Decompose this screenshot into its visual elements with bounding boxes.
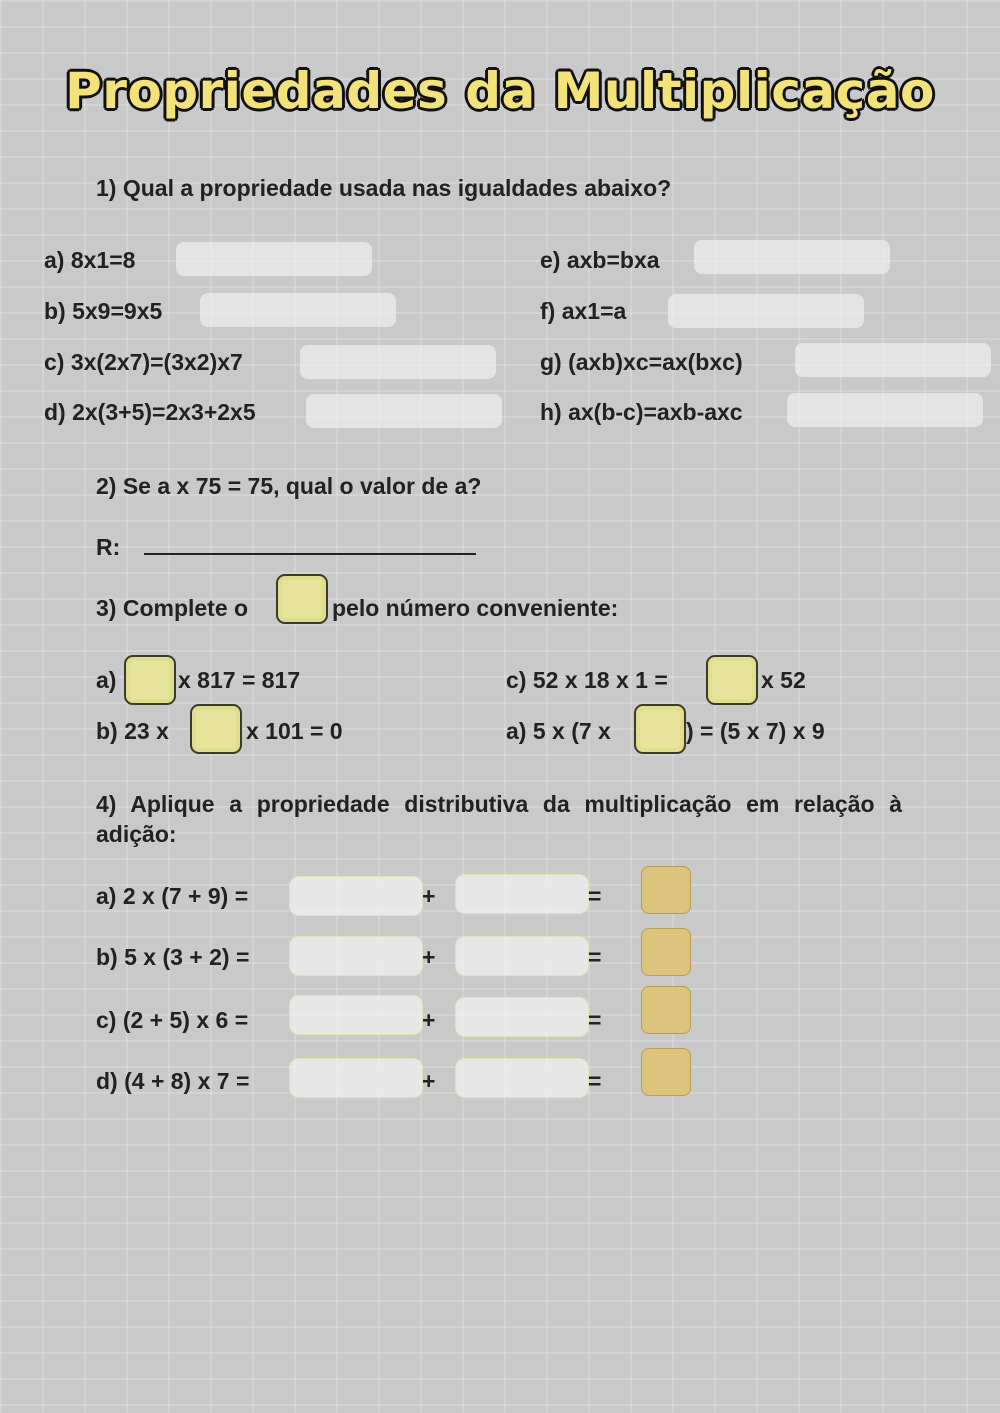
page-title: Propriedades da Multiplicação bbox=[65, 62, 935, 120]
q4-item-d-label: d) (4 + 8) x 7 = bbox=[96, 1068, 250, 1094]
q1-item-f-label: f) ax1=a bbox=[540, 298, 627, 324]
q4-item-d-input-2[interactable] bbox=[455, 1058, 589, 1098]
q4-item-b-input-2[interactable] bbox=[455, 936, 589, 976]
q3-item-d-box[interactable] bbox=[634, 704, 686, 754]
q4-item-a-label: a) 2 x (7 + 9) = bbox=[96, 883, 249, 909]
q4-item-c-result[interactable] bbox=[641, 986, 691, 1034]
q3-heading-end: pelo número conveniente: bbox=[332, 595, 619, 621]
q1-item-c-label: c) 3x(2x7)=(3x2)x7 bbox=[44, 349, 243, 375]
q4-item-b-result[interactable] bbox=[641, 928, 691, 976]
q2-answer-line[interactable] bbox=[144, 553, 476, 555]
q1-item-e-label: e) axb=bxa bbox=[540, 247, 660, 273]
q1-item-b-input[interactable] bbox=[200, 293, 396, 327]
q3-heading-start: 3) Complete o bbox=[96, 595, 249, 621]
q1-item-d-label: d) 2x(3+5)=2x3+2x5 bbox=[44, 399, 256, 425]
q1-item-c-input[interactable] bbox=[300, 345, 496, 379]
q3-item-c-post: x 52 bbox=[761, 667, 806, 693]
q4-item-c-equals: = bbox=[588, 1007, 602, 1033]
q4-item-b-plus: + bbox=[422, 944, 436, 970]
q4-item-d-input-1[interactable] bbox=[289, 1058, 423, 1098]
q1-item-e-input[interactable] bbox=[694, 240, 890, 274]
q1-item-g-input[interactable] bbox=[795, 343, 991, 377]
q4-heading: 4) Aplique a propriedade distributiva da multiplicação em relação à adição: bbox=[96, 791, 902, 847]
q3-sample-box bbox=[276, 574, 328, 624]
q3-item-b-box[interactable] bbox=[190, 704, 242, 754]
q4-item-a-result[interactable] bbox=[641, 866, 691, 914]
q4-item-d-result[interactable] bbox=[641, 1048, 691, 1096]
q4-item-a-equals: = bbox=[588, 883, 602, 909]
q2-heading: 2) Se a x 75 = 75, qual o valor de a? bbox=[96, 473, 482, 499]
q1-item-a-input[interactable] bbox=[176, 242, 372, 276]
q4-item-a-input-1[interactable] bbox=[289, 876, 423, 916]
q1-item-h-label: h) ax(b-c)=axb-axc bbox=[540, 399, 743, 425]
q3-item-d-pre: a) 5 x (7 x bbox=[506, 718, 611, 744]
q1-item-f-input[interactable] bbox=[668, 294, 864, 328]
q1-item-d-input[interactable] bbox=[306, 394, 502, 428]
q4-item-d-plus: + bbox=[422, 1068, 436, 1094]
q3-item-d-post: ) = (5 x 7) x 9 bbox=[686, 718, 825, 744]
q4-item-d-equals: = bbox=[588, 1068, 602, 1094]
q4-item-c-plus: + bbox=[422, 1007, 436, 1033]
q4-item-b-input-1[interactable] bbox=[289, 936, 423, 976]
q1-item-b-label: b) 5x9=9x5 bbox=[44, 298, 163, 324]
q3-item-a-pre: a) bbox=[96, 667, 117, 693]
q4-item-b-equals: = bbox=[588, 944, 602, 970]
q3-item-c-box[interactable] bbox=[706, 655, 758, 705]
q1-heading: 1) Qual a propriedade usada nas igualdades abaixo? bbox=[96, 175, 672, 201]
q1-item-a-label: a) 8x1=8 bbox=[44, 247, 136, 273]
q4-item-c-input-2[interactable] bbox=[455, 997, 589, 1037]
q1-item-g-label: g) (axb)xc=ax(bxc) bbox=[540, 349, 743, 375]
q4-item-c-input-1[interactable] bbox=[289, 995, 423, 1035]
q4-item-a-plus: + bbox=[422, 883, 436, 909]
q3-item-b-post: x 101 = 0 bbox=[246, 718, 343, 744]
q4-item-c-label: c) (2 + 5) x 6 = bbox=[96, 1007, 249, 1033]
q3-item-c-pre: c) 52 x 18 x 1 = bbox=[506, 667, 668, 693]
q4-item-a-input-2[interactable] bbox=[455, 874, 589, 914]
q3-item-a-post: x 817 = 817 bbox=[178, 667, 301, 693]
q3-item-a-box[interactable] bbox=[124, 655, 176, 705]
q2-answer-label: R: bbox=[96, 534, 121, 560]
q4-item-b-label: b) 5 x (3 + 2) = bbox=[96, 944, 250, 970]
q1-item-h-input[interactable] bbox=[787, 393, 983, 427]
q3-item-b-pre: b) 23 x bbox=[96, 718, 169, 744]
